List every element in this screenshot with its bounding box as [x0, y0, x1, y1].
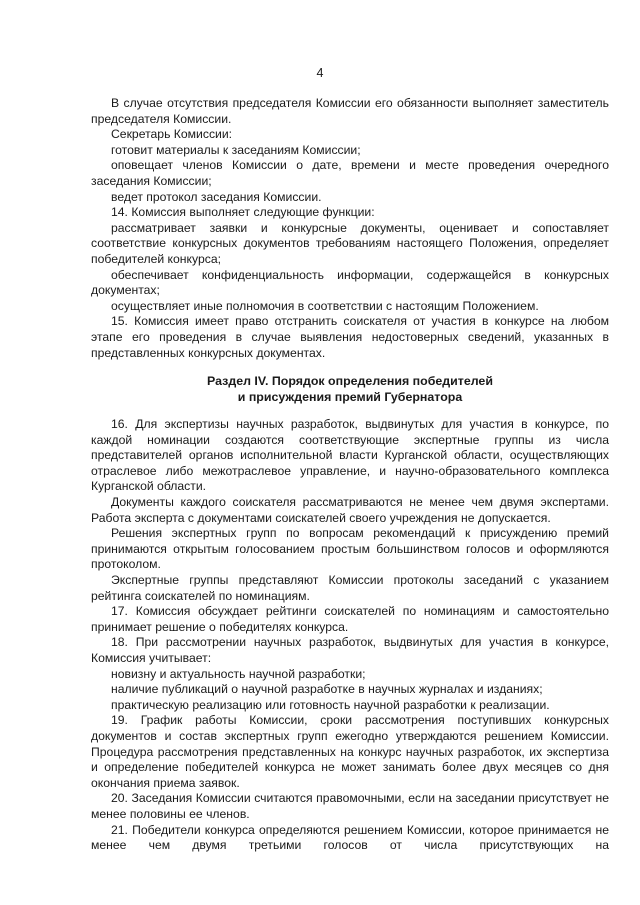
paragraph: Решения экспертных групп по вопросам рекомендаций к присуждению премий принимаются открытым голосованием простым большинством голосов и оформляются протоколом.: [91, 526, 609, 572]
paragraph: 15. Комиссия имеет право отстранить соискателя от участия в конкурсе на любом этапе его проведения в случае выявления недостоверных сведений, указанных в представленных конкурсных документах.: [91, 314, 609, 360]
paragraph: практическую реализацию или готовность научной разработки к реализации.: [111, 697, 550, 712]
document-body: [91, 96, 609, 854]
section-heading-line2: и присуждения премий Губернатора: [237, 390, 463, 405]
paragraph: В случае отсутствия председателя Комиссии его обязанности выполняет заместитель председателя Комиссии.: [91, 96, 609, 126]
paragraph: 20. Заседания Комиссии считаются правомочными, если на заседании присутствует не менее половины ее членов.: [91, 791, 609, 821]
paragraph: 14. Комиссия выполняет следующие функции:: [111, 205, 375, 220]
paragraph: ведет протокол заседания Комиссии.: [111, 189, 322, 204]
page-number: 4: [316, 66, 324, 80]
paragraph: Экспертные группы представляют Комиссии протоколы заседаний с указанием рейтинга соискателей по номинациям.: [91, 573, 609, 603]
paragraph: новизну и актуальность научной разработки;: [111, 666, 366, 681]
paragraph: оповещает членов Комиссии о дате, времени и месте проведения очередного заседания Комиссии;: [91, 158, 609, 188]
section-heading-line1: Раздел IV. Порядок определения победителей: [207, 374, 493, 389]
paragraph: 16. Для экспертизы научных разработок, выдвинутых для участия в конкурсе, по каждой номинации создаются соответствующие экспертные группы из числа представителей органов исполнительной власти Курганской области, осуществляющих отраслевое либо межотраслевое управление, и научно-образовательного комплекса Курганской области.: [91, 417, 609, 494]
paragraph: Документы каждого соискателя рассматриваются не менее чем двумя экспертами. Работа эксперта с документами соискателей своего учреждения не допускается.: [91, 495, 609, 525]
paragraph: 18. При рассмотрении научных разработок, выдвинутых для участия в конкурсе, Комиссия учитывает:: [91, 635, 609, 665]
paragraph: обеспечивает конфиденциальность информации, содержащейся в конкурсных документах;: [91, 267, 609, 298]
paragraph: готовит материалы к заседаниям Комиссии;: [111, 142, 361, 157]
paragraph: Секретарь Комиссии:: [111, 127, 233, 142]
paragraph: 21. Победители конкурса определяются решением Комиссии, которое принимается не менее чем двумя третьими голосов от числа присутствующих на: [91, 822, 609, 853]
paragraph: 17. Комиссия обсуждает рейтинги соискателей по номинациям и самостоятельно принимает решение о победителях конкурса.: [91, 604, 609, 634]
paragraph: осуществляет иные полномочия в соответствии с настоящим Положением.: [111, 298, 539, 313]
paragraph: рассматривает заявки и конкурсные документы, оценивает и сопоставляет соответствие конкурсных документов требованиям настоящего Положения, определяет победителей конкурса;: [91, 220, 609, 266]
paragraph: 19. График работы Комиссии, сроки рассмотрения поступивших конкурсных документов и состав экспертных групп ежегодно утверждаются решением Комиссии. Процедура рассмотрения представленных на конкурс научных разработок, их экспертиза и определение победителей конкурса не может занимать более двух месяцев со дня окончания приема заявок.: [91, 713, 609, 790]
paragraph: наличие публикаций о научной разработке в научных журналах и изданиях;: [111, 682, 543, 697]
